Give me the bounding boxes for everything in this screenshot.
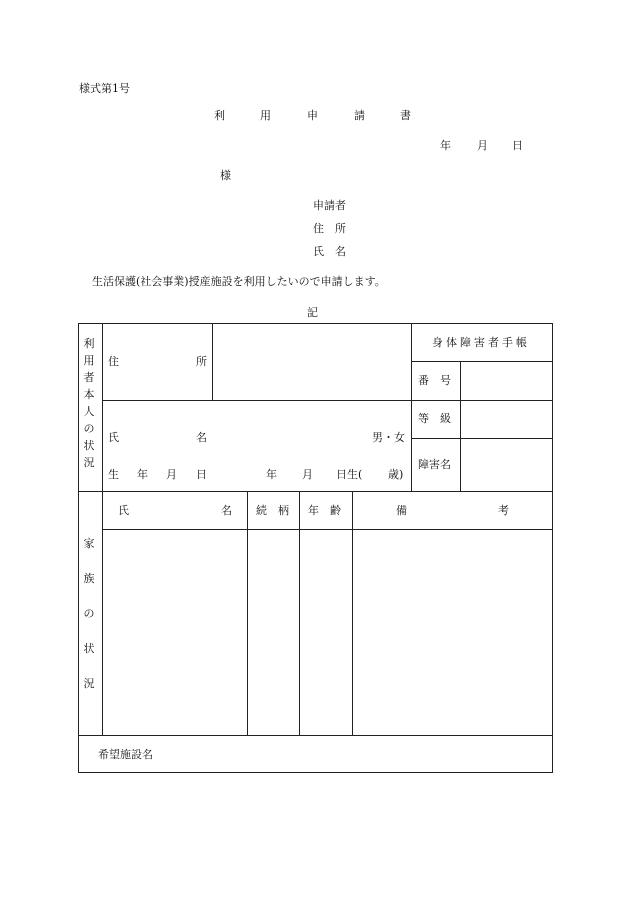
- applicant-name-label: 氏 名: [313, 245, 346, 258]
- date-month: 月: [477, 139, 488, 152]
- ki-label: 記: [307, 306, 318, 319]
- applicant-address-label: 住 所: [313, 222, 346, 235]
- title-char-5: 書: [400, 109, 411, 122]
- family-name-header-2: 名: [221, 504, 232, 517]
- applicant-label: 申請者: [313, 199, 346, 212]
- gender-selector[interactable]: 男・女: [372, 431, 405, 444]
- handbook-grade-field[interactable]: [462, 402, 551, 437]
- birth-month: 月: [302, 468, 313, 481]
- family-name-header-1: 氏: [118, 504, 129, 517]
- user-status-side-label: 利 用 者 本 人 の 状 況: [83, 337, 95, 469]
- user-address-label-2: 所: [196, 355, 207, 368]
- family-table-body[interactable]: [104, 531, 551, 734]
- handbook-title: 身体障害者手帳: [432, 336, 530, 349]
- birth-year: 年: [266, 468, 277, 481]
- date-year: 年: [440, 139, 451, 152]
- handbook-number-label: 番 号: [418, 374, 451, 387]
- title-char-1: 利: [214, 109, 225, 122]
- birth-label-3: 月: [166, 468, 177, 481]
- birth-day: 日生(: [336, 468, 363, 481]
- statement: 生活保護(社会事業)授産施設を利用したいので申請します。: [92, 275, 386, 288]
- title-char-4: 請: [354, 109, 365, 122]
- family-relation-header: 続 柄: [256, 504, 289, 517]
- family-remarks-header-1: 備: [396, 504, 407, 517]
- title-char-2: 用: [260, 109, 271, 122]
- handbook-disability-field[interactable]: [462, 440, 551, 490]
- handbook-number-field[interactable]: [462, 363, 551, 399]
- birth-label-1: 生: [108, 468, 119, 481]
- user-address-label-1: 住: [108, 355, 119, 368]
- age-label: 歳): [388, 468, 404, 481]
- addressee-suffix: 様: [220, 169, 231, 182]
- user-address-field[interactable]: [214, 325, 410, 399]
- family-remarks-header-2: 考: [498, 504, 509, 517]
- handbook-disability-label: 障害名: [418, 458, 451, 471]
- desired-facility-label: 希望施設名: [98, 748, 153, 761]
- date-day: 日: [512, 139, 523, 152]
- title-char-3: 申: [307, 109, 318, 122]
- form-number: 様式第1号: [79, 82, 130, 95]
- desired-facility-field[interactable]: [170, 737, 551, 771]
- family-status-side-label: 家 族 の 状 況: [83, 537, 95, 690]
- user-name-label-1: 氏: [108, 431, 119, 444]
- family-age-header: 年 齢: [308, 504, 341, 517]
- handbook-grade-label: 等 級: [418, 412, 451, 425]
- user-name-label-2: 名: [196, 431, 207, 444]
- birth-label-2: 年: [137, 468, 148, 481]
- birth-label-4: 日: [196, 468, 207, 481]
